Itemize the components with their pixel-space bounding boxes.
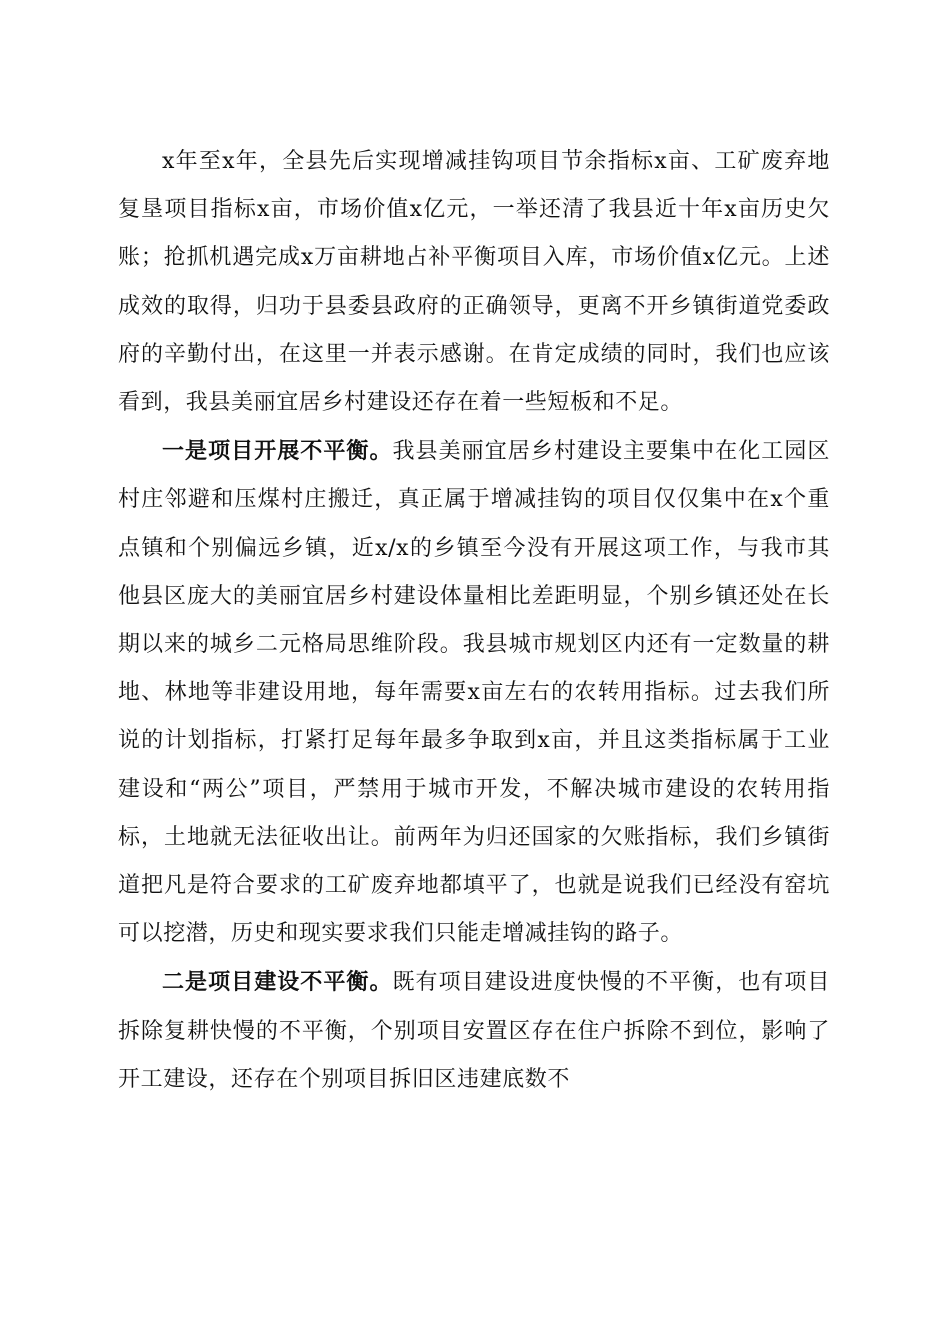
paragraph-2-text: 我县美丽宜居乡村建设主要集中在化工园区村庄邻避和压煤村庄搬迁，真正属于增减挂钩的项目仅仅集中在x个重点镇和个别偏远乡镇，近x/x的乡镇至今没有开展这项工作，与我市其他县区庞大的美丽宜居乡村建设体量相比差距明显，个别乡镇还处在长期以来的城乡二元格局思维阶段。我县城市规划区内还有一定数量的耕地、林地等非建设用地，每年需要x亩左右的农转用指标。过去我们所说的计划指标，打紧打足每年最多争取到x亩，并且这类指标属于工业建设和“两公”项目，严禁用于城市开发，不解决城市建设的农转用指标，土地就无法征收出让。前两年为归还国家的欠账指标，我们乡镇街道把凡是符合要求的工矿废弃地都填平了，也就是说我们已经没有窑坑可以挖潜，历史和现实要求我们只能走增减挂钩的路子。 — [118, 439, 830, 947]
paragraph-3 — [118, 958, 830, 1104]
document-body — [118, 137, 830, 1104]
paragraph-2 — [118, 427, 830, 958]
paragraph-3-lead: 二是项目建设不平衡。 — [162, 969, 393, 996]
paragraph-3-text: 既有项目建设进度快慢的不平衡，也有项目拆除复耕快慢的不平衡，个别项目安置区存在住户拆除不到位，影响了开工建设，还存在个别项目拆旧区违建底数不 — [118, 970, 830, 1092]
paragraph-2-lead: 一是项目开展不平衡。 — [162, 438, 393, 465]
paragraph-1-text: x年至x年，全县先后实现增减挂钩项目节余指标x亩、工矿废弃地复垦项目指标x亩，市场价值x亿元，一举还清了我县近十年x亩历史欠账；抢抓机遇完成x万亩耕地占补平衡项目入库，市场价值x亿元。上述成效的取得，归功于县委县政府的正确领导，更离不开乡镇街道党委政府的辛勤付出，在这里一并表示感谢。在肯定成绩的同时，我们也应该看到，我县美丽宜居乡村建设还存在着一些短板和不足。 — [118, 149, 830, 416]
paragraph-1 — [118, 137, 830, 427]
